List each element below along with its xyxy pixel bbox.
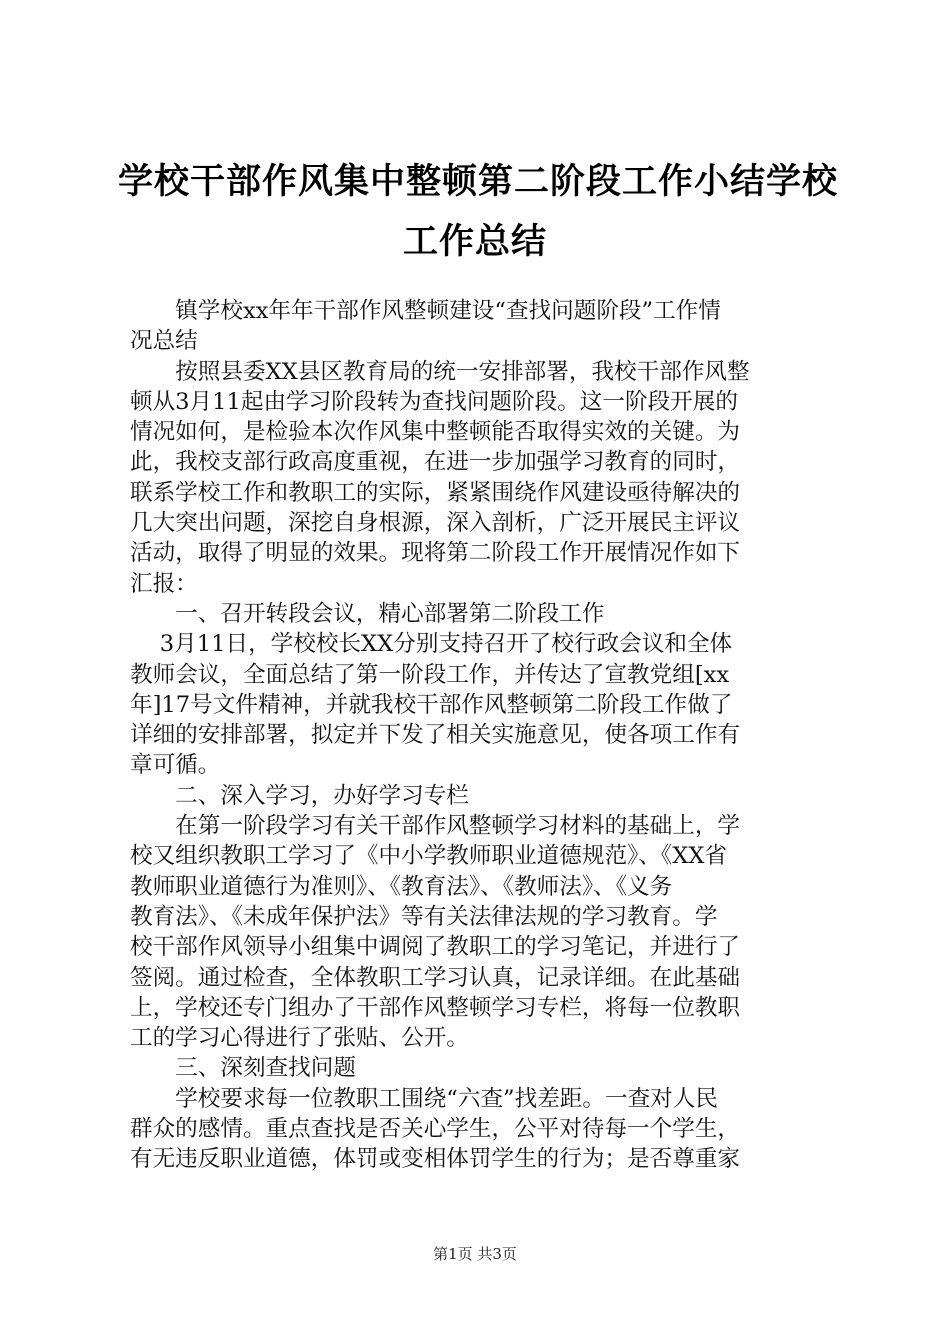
body-text-line: 况总结 xyxy=(130,328,198,355)
body-text-line: 几大突出问题，深挖自身根源，深入剖析，广泛开展民主评议 xyxy=(130,510,741,537)
body-text-line: 活动，取得了明显的效果。现将第二阶段工作开展情况作如下 xyxy=(130,540,741,567)
document-body xyxy=(130,296,826,1175)
body-text-line: 教师职业道德行为准则》、《教育法》、《教师法》、《义务 xyxy=(130,873,673,900)
body-text-line: 二、深入学习，办好学习专栏 xyxy=(130,782,469,809)
body-text-line: 有无违反职业道德，体罚或变相体罚学生的行为；是否尊重家 xyxy=(130,1146,741,1173)
body-text-line: 详细的安排部署，拟定并下发了相关实施意见，使各项工作有 xyxy=(130,722,741,749)
body-text-line: 顿从3月11起由学习阶段转为查找问题阶段。这一阶段开展的 xyxy=(130,388,738,415)
body-text-line: 3月11日，学校校长XX分别支持召开了校行政会议和全体 xyxy=(130,631,733,658)
body-text-line: 年]17号文件精神，并就我校干部作风整顿第二阶段工作做了 xyxy=(130,691,733,718)
page-number-footer: 第1页 共3页 xyxy=(433,1245,517,1263)
document-title-line-2: 工作总结 xyxy=(402,222,547,262)
body-text-line: 教师会议，全面总结了第一阶段工作，并传达了宣教党组[xx xyxy=(130,661,730,688)
document-title-line-1: 学校干部作风集中整顿第二阶段工作小结学校 xyxy=(118,162,839,202)
body-text-line: 三、深刻查找问题 xyxy=(130,1055,356,1082)
body-text-line: 镇学校xx年年干部作风整顿建设“查找问题阶段”工作情 xyxy=(130,298,721,324)
body-text-line: 按照县委XX县区教育局的统一安排部署，我校干部作风整 xyxy=(130,358,750,385)
body-text-line: 汇报： xyxy=(130,570,198,597)
body-text-line: 一、召开转段会议，精心部署第二阶段工作 xyxy=(130,600,605,627)
body-text-line: 上，学校还专门组办了干部作风整顿学习专栏，将每一位教职 xyxy=(130,994,741,1021)
body-text-line: 签阅。通过检查，全体教职工学习认真，记录详细。在此基础 xyxy=(130,964,741,991)
body-text-line: 情况如何，是检验本次作风集中整顿能否取得实效的关键。为 xyxy=(130,419,741,446)
body-text-line: 此，我校支部行政高度重视，在进一步加强学习教育的同时， xyxy=(130,449,741,476)
body-text-line: 联系学校工作和教职工的实际，紧紧围绕作风建设亟待解决的 xyxy=(130,479,741,506)
body-text-line: 学校要求每一位教职工围绕“六查”找差距。一查对人民 xyxy=(130,1085,718,1112)
body-text-line: 工的学习心得进行了张贴、公开。 xyxy=(130,1025,469,1052)
body-text-line: 群众的感情。重点查找是否关心学生，公平对待每一个学生， xyxy=(130,1116,741,1143)
body-text-line: 在第一阶段学习有关干部作风整顿学习材料的基础上，学 xyxy=(130,813,741,840)
body-text-line: 章可循。 xyxy=(130,752,221,779)
body-text-line: 教育法》、《未成年保护法》等有关法律法规的学习教育。学 xyxy=(130,903,718,930)
body-text-line: 校干部作风领导小组集中调阅了教职工的学习笔记，并进行了 xyxy=(130,934,741,961)
body-text-line: 校又组织教职工学习了《中小学教师职业道德规范》、《XX省 xyxy=(130,843,728,870)
